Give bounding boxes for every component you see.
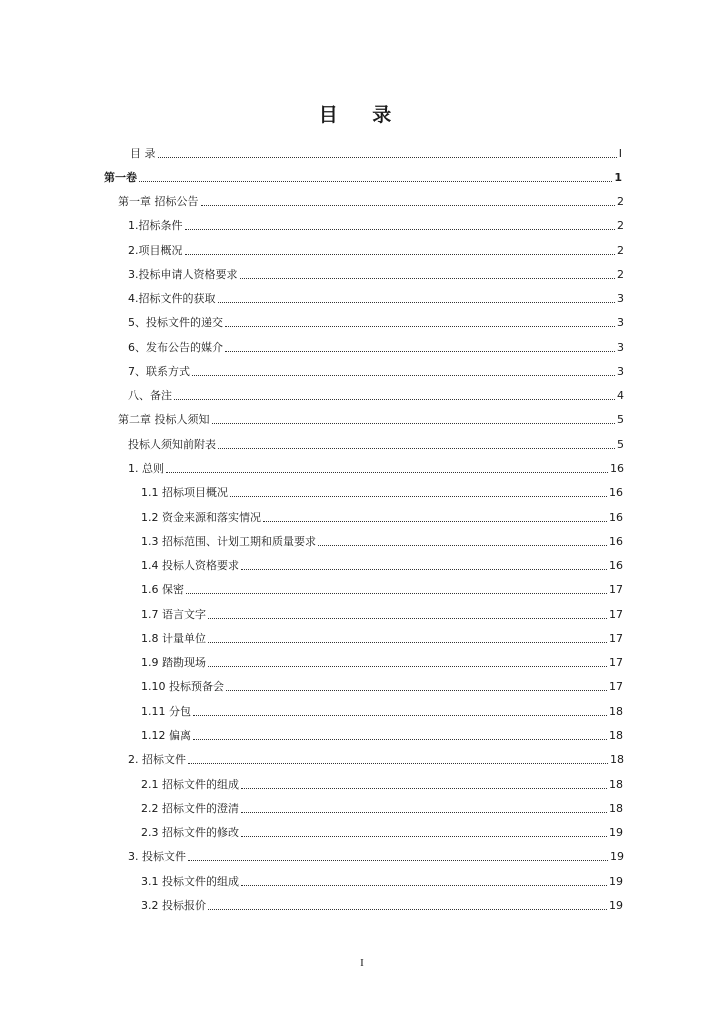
toc-entry-page: 19: [609, 826, 623, 839]
toc-entry-label: 1. 总则: [128, 462, 164, 475]
toc-entry-page: 5: [617, 438, 624, 451]
leader-dots: [193, 738, 607, 740]
toc-entry-page: 19: [609, 875, 623, 888]
toc-entry-label: 2.项目概况: [128, 244, 183, 257]
toc-entry-page: 19: [610, 850, 624, 863]
page-number: I: [360, 957, 364, 969]
toc-entry-page: 3: [617, 292, 624, 305]
toc-entry-label: 1.4 投标人资格要求: [141, 559, 239, 572]
leader-dots: [201, 204, 616, 206]
toc-entry-page: 18: [609, 802, 623, 815]
toc-entry[interactable]: [128, 458, 624, 476]
toc-entry-label: 3.1 投标文件的组成: [141, 875, 239, 888]
leader-dots: [139, 180, 612, 182]
toc-entry-label: 7、联系方式: [128, 365, 190, 378]
toc-entry-page: 16: [610, 462, 624, 475]
toc-entry-page: 4: [617, 389, 624, 402]
toc-entry-page: 16: [609, 559, 623, 572]
toc-entry[interactable]: [128, 385, 624, 403]
leader-dots: [240, 277, 616, 279]
toc-entry[interactable]: [141, 871, 623, 889]
toc-entry[interactable]: [128, 337, 624, 355]
toc-entry[interactable]: [141, 895, 623, 913]
toc-title: 目 录: [318, 104, 406, 126]
toc-entry-label: 第一卷: [104, 171, 137, 184]
leader-dots: [226, 689, 607, 691]
toc-entry[interactable]: [128, 312, 624, 330]
leader-dots: [241, 787, 607, 789]
toc-entry-page: 17: [609, 632, 623, 645]
toc-entry-label: 1.12 偏离: [141, 729, 191, 742]
toc-entry-page: 5: [617, 413, 624, 426]
toc-entry-label: 2.1 招标文件的组成: [141, 778, 239, 791]
leader-dots: [174, 398, 615, 400]
leader-dots: [208, 908, 607, 910]
toc-entry-page: 3: [617, 316, 624, 329]
toc-entry-label: 1.招标条件: [128, 219, 183, 232]
toc-entry-page: 2: [617, 195, 624, 208]
leader-dots: [192, 374, 615, 376]
leader-dots: [241, 884, 607, 886]
toc-entry[interactable]: [141, 652, 623, 670]
toc-entry-label: 第一章 招标公告: [118, 195, 199, 208]
leader-dots: [230, 495, 607, 497]
toc-entry[interactable]: [118, 191, 624, 209]
toc-entry-page: 16: [609, 486, 623, 499]
leader-dots: [158, 156, 617, 158]
toc-entry-page: 3: [617, 365, 624, 378]
leader-dots: [241, 568, 607, 570]
leader-dots: [241, 811, 607, 813]
toc-entry-label: 1.10 投标预备会: [141, 680, 224, 693]
toc-entry-page: 19: [609, 899, 623, 912]
toc-entry[interactable]: [118, 409, 624, 427]
toc-entry[interactable]: [141, 822, 623, 840]
toc-entry-page: 3: [617, 341, 624, 354]
toc-entry[interactable]: [128, 288, 624, 306]
toc-entry-page: 2: [617, 268, 624, 281]
toc-entry[interactable]: [141, 555, 623, 573]
toc-entry[interactable]: [128, 361, 624, 379]
toc-entry-label: 第二章 投标人须知: [118, 413, 210, 426]
toc-entry-label: 6、发布公告的媒介: [128, 341, 223, 354]
toc-entry[interactable]: [141, 725, 623, 743]
toc-entry-page: I: [618, 147, 622, 160]
leader-dots: [208, 617, 607, 619]
toc-entry[interactable]: [141, 628, 623, 646]
toc-entry-label: 3.投标申请人资格要求: [128, 268, 238, 281]
toc-entry-page: 17: [609, 583, 623, 596]
toc-entry[interactable]: [128, 434, 624, 452]
toc-entry-label: 目 录: [130, 147, 156, 160]
toc-entry-label: 2.3 招标文件的修改: [141, 826, 239, 839]
toc-entry-label: 4.招标文件的获取: [128, 292, 216, 305]
toc-entry-label: 1.3 招标范围、计划工期和质量要求: [141, 535, 316, 548]
toc-entry-page: 2: [617, 219, 624, 232]
toc-entry[interactable]: [141, 774, 623, 792]
toc-entry-label: 2.2 招标文件的澄清: [141, 802, 239, 815]
leader-dots: [212, 422, 616, 424]
toc-entry-label: 1.7 语言文字: [141, 608, 206, 621]
toc-entry[interactable]: [141, 701, 623, 719]
toc-entry[interactable]: [128, 846, 624, 864]
toc-entry[interactable]: [141, 798, 623, 816]
toc-entry[interactable]: [104, 167, 622, 185]
toc-entry-label: 投标人须知前附表: [128, 438, 216, 451]
leader-dots: [185, 253, 616, 255]
toc-entry[interactable]: [128, 215, 624, 233]
leader-dots: [225, 325, 615, 327]
toc-entry-label: 5、投标文件的递交: [128, 316, 223, 329]
leader-dots: [318, 544, 607, 546]
toc-entry-page: 18: [610, 753, 624, 766]
toc-entry-page: 17: [609, 656, 623, 669]
leader-dots: [193, 714, 607, 716]
leader-dots: [185, 228, 616, 230]
leader-dots: [218, 447, 615, 449]
toc-entry-page: 18: [609, 729, 623, 742]
toc-entry[interactable]: [128, 749, 624, 767]
toc-entry-label: 1.9 踏勘现场: [141, 656, 206, 669]
leader-dots: [188, 859, 608, 861]
leader-dots: [263, 520, 607, 522]
toc-entry-label: 1.2 资金来源和落实情况: [141, 511, 261, 524]
toc-entry-label: 2. 招标文件: [128, 753, 186, 766]
toc-entry-label: 1.6 保密: [141, 583, 184, 596]
toc-entry-label: 1.11 分包: [141, 705, 191, 718]
toc-entry-page: 18: [609, 778, 623, 791]
toc-entry[interactable]: [141, 604, 623, 622]
toc-entry[interactable]: [141, 531, 623, 549]
toc-entry[interactable]: [141, 507, 623, 525]
leader-dots: [218, 301, 616, 303]
toc-entry[interactable]: [130, 143, 622, 161]
toc-entry-label: 八、备注: [128, 389, 172, 402]
leader-dots: [208, 665, 607, 667]
leader-dots: [166, 471, 608, 473]
toc-entry-page: 18: [609, 705, 623, 718]
leader-dots: [188, 762, 608, 764]
toc-entry-page: 16: [609, 511, 623, 524]
toc-entry-page: 16: [609, 535, 623, 548]
toc-entry[interactable]: [141, 482, 623, 500]
toc-entry-page: 17: [609, 680, 623, 693]
toc-entry-page: 2: [617, 244, 624, 257]
leader-dots: [186, 592, 607, 594]
toc-entry-label: 3. 投标文件: [128, 850, 186, 863]
toc-entry-label: 1.1 招标项目概况: [141, 486, 228, 499]
leader-dots: [225, 350, 615, 352]
toc-entry[interactable]: [128, 264, 624, 282]
toc-entry-page: 1: [614, 171, 622, 184]
leader-dots: [208, 641, 607, 643]
toc-entry[interactable]: [128, 240, 624, 258]
toc-entry-page: 17: [609, 608, 623, 621]
toc-entry-label: 3.2 投标报价: [141, 899, 206, 912]
toc-entry-label: 1.8 计量单位: [141, 632, 206, 645]
toc-entry[interactable]: [141, 676, 623, 694]
leader-dots: [241, 835, 607, 837]
toc-entry[interactable]: [141, 579, 623, 597]
